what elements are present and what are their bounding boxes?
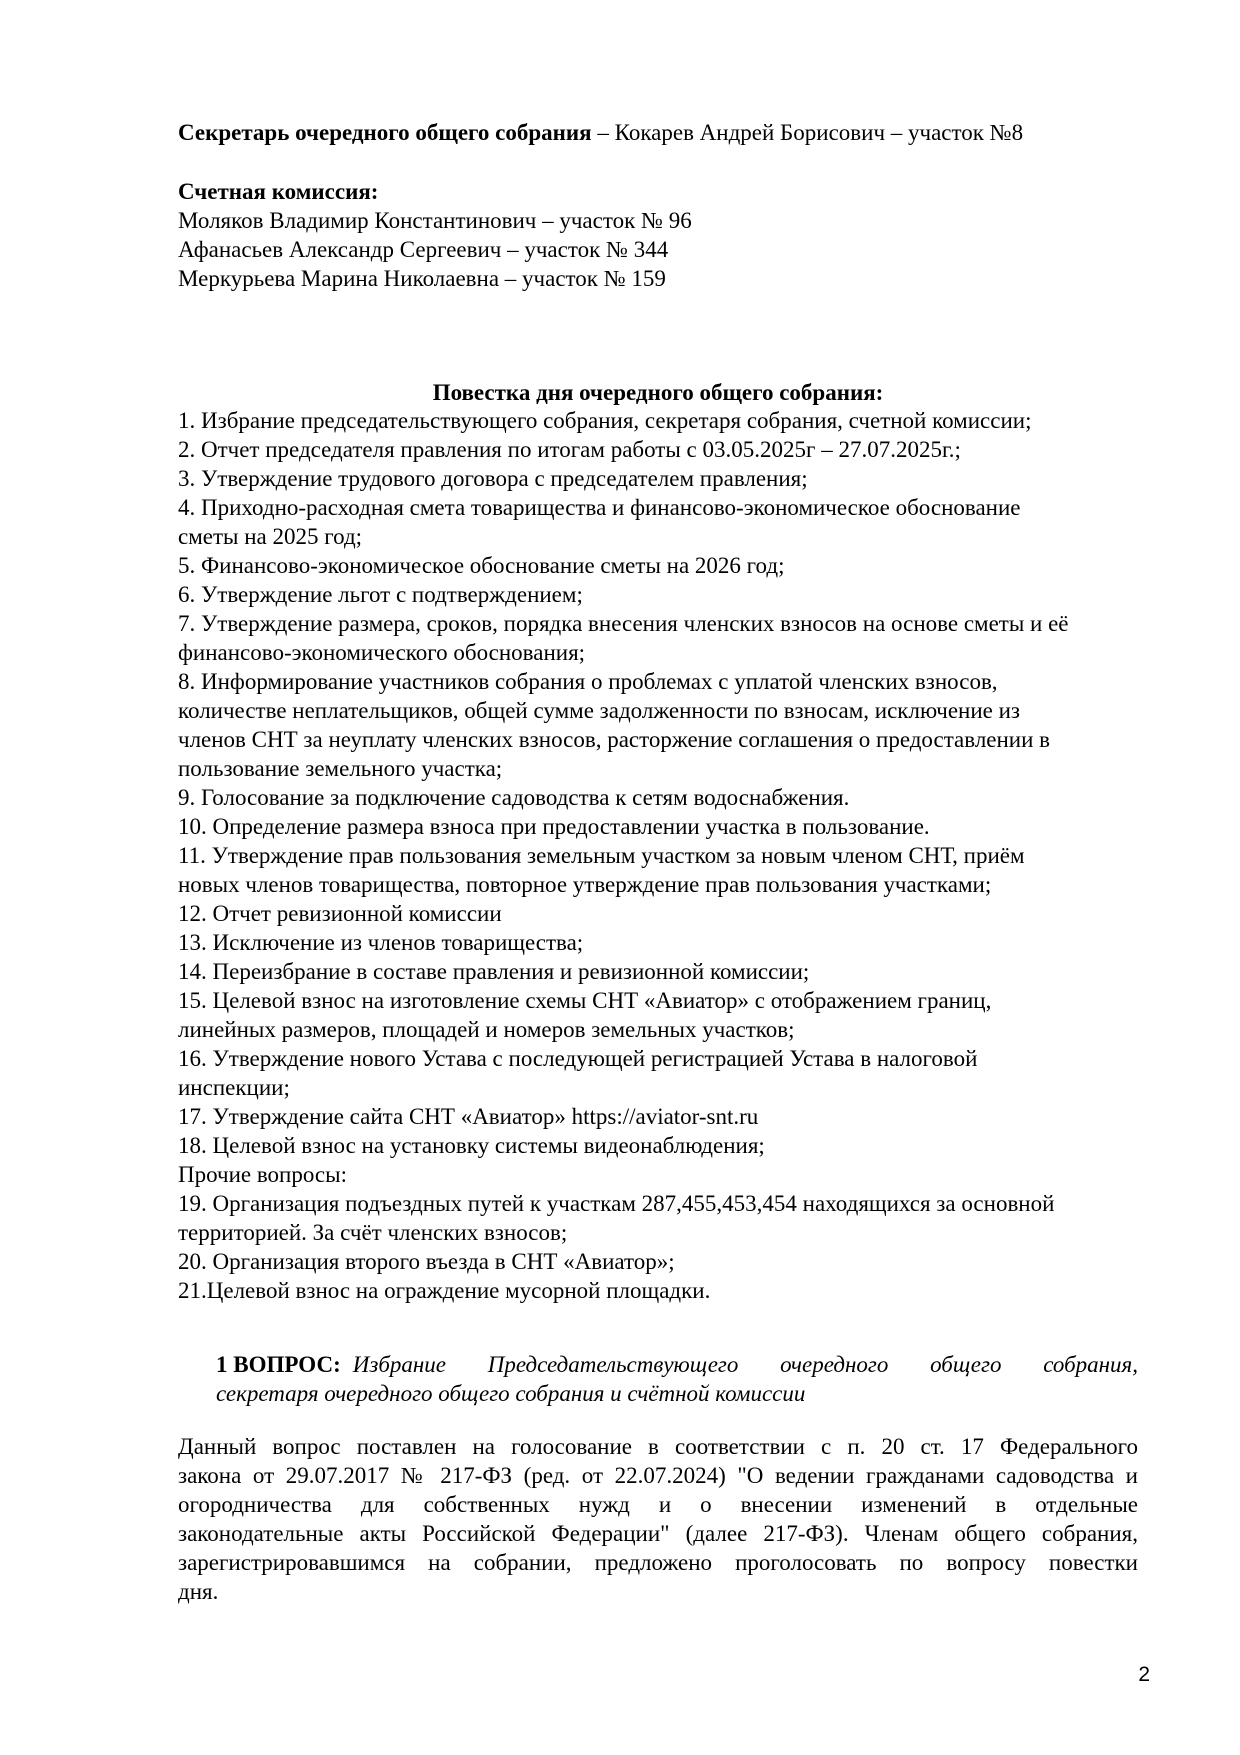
secretary-value: – Кокарев Андрей Борисович – участок №8	[591, 120, 1024, 145]
agenda-line: 17. Утверждение сайта СНТ «Авиатор» https://aviator-snt.ru	[178, 1104, 759, 1129]
agenda-line: 1. Избрание председательствующего собрания, секретаря собрания, счетной комиссии;	[178, 408, 1032, 433]
agenda-line: новых членов товарищества, повторное утверждение прав пользования участками;	[178, 872, 992, 897]
vote-line: Данный вопрос поставлен на голосование в соответствии с п. 20 ст. 17 Федерального	[178, 1434, 1138, 1459]
agenda-line: Прочие вопросы:	[178, 1162, 347, 1187]
vote-line: законодательные акты Российской Федерации" (далее 217-ФЗ). Членам общего собрания,	[178, 1521, 1138, 1546]
agenda-line: 18. Целевой взнос на установку системы видеонаблюдения;	[178, 1133, 765, 1158]
question-1-title-line-2: секретаря очередного общего собрания и счётной комиссии	[216, 1381, 806, 1406]
vote-line: огородничества для собственных нужд и о внесении изменений в отдельные	[178, 1492, 1138, 1517]
agenda-line: 8. Информирование участников собрания о проблемах с уплатой членских взносов,	[178, 669, 998, 694]
agenda-line: 16. Утверждение нового Устава с последующей регистрацией Устава в налоговой	[178, 1046, 978, 1071]
agenda-line: территорией. За счёт членских взносов;	[178, 1220, 568, 1245]
commission-member: Афанасьев Александр Сергеевич – участок № 344	[178, 237, 669, 262]
counting-commission-title: Счетная комиссия:	[178, 179, 379, 204]
agenda-line: 19. Организация подъездных путей к участкам 287,455,453,454 находящихся за основной	[178, 1191, 1055, 1216]
counting-commission	[178, 177, 1138, 293]
secretary-line	[178, 118, 1138, 147]
agenda-line: пользование земельного участка;	[178, 756, 503, 781]
agenda-line: 3. Утверждение трудового договора с председателем правления;	[178, 466, 808, 491]
question-1-line-1	[216, 1350, 1138, 1379]
agenda-line: 9. Голосование за подключение садоводства к сетям водоснабжения.	[178, 785, 850, 810]
agenda-line: 6. Утверждение льгот с подтверждением;	[178, 582, 583, 607]
vote-line: дня.	[178, 1579, 219, 1604]
page-number: 2	[1138, 1663, 1150, 1686]
agenda-line: сметы на 2025 год;	[178, 524, 363, 549]
agenda-line: 20. Организация второго въезда в СНТ «Авиатор»;	[178, 1249, 675, 1274]
agenda-line: 5. Финансово-экономическое обоснование сметы на 2026 год;	[178, 553, 785, 578]
agenda-line: инспекции;	[178, 1075, 290, 1100]
agenda-line: 13. Исключение из членов товарищества;	[178, 930, 584, 955]
question-1-title-line-1: Избрание Председательствующего очередного общего собрания,	[352, 1352, 1138, 1377]
commission-member: Меркурьева Марина Николаевна – участок № 159	[178, 266, 666, 291]
question-1-label: 1 ВОПРОС:	[216, 1352, 341, 1377]
agenda-line: 14. Переизбрание в составе правления и ревизионной комиссии;	[178, 959, 810, 984]
vote-line: закона от 29.07.2017 № 217-ФЗ (ред. от 22.07.2024) "О ведении гражданами садоводства и	[178, 1463, 1138, 1488]
agenda-title: Повестка дня очередного общего собрания:	[432, 380, 884, 405]
agenda-line: 21.Целевой взнос на ограждение мусорной площадки.	[178, 1278, 711, 1303]
commission-member: Моляков Владимир Константинович – участок № 96	[178, 208, 692, 233]
agenda-line: количестве неплательщиков, общей сумме задолженности по взносам, исключение из	[178, 698, 1020, 723]
agenda-line: членов СНТ за неуплату членских взносов, расторжение соглашения о предоставлении в	[178, 727, 1051, 752]
agenda-line: 7. Утверждение размера, сроков, порядка внесения членских взносов на основе сметы и её	[178, 611, 1069, 636]
agenda-line: 2. Отчет председателя правления по итогам работы с 03.05.2025г – 27.07.2025г.;	[178, 437, 961, 462]
vote-paragraph	[178, 1432, 1138, 1606]
agenda-line: финансово-экономического обоснования;	[178, 640, 586, 665]
vote-line: зарегистрировавшимся на собрании, предложено проголосовать по вопросу повестки	[178, 1550, 1138, 1575]
agenda-line: 10. Определение размера взноса при предоставлении участка в пользование.	[178, 814, 930, 839]
agenda-list	[178, 406, 1138, 1305]
agenda-line: линейных размеров, площадей и номеров земельных участков;	[178, 1017, 795, 1042]
agenda-line: 11. Утверждение прав пользования земельным участком за новым членом СНТ, приём	[178, 843, 1025, 868]
agenda-line: 4. Приходно-расходная смета товарищества и финансово-экономическое обоснование	[178, 495, 1021, 520]
question-1-heading	[216, 1350, 1138, 1408]
secretary-label: Секретарь очередного общего собрания	[178, 120, 592, 145]
agenda-line: 12. Отчет ревизионной комиссии	[178, 901, 502, 926]
agenda-line: 15. Целевой взнос на изготовление схемы СНТ «Авиатор» с отображением границ,	[178, 988, 992, 1013]
